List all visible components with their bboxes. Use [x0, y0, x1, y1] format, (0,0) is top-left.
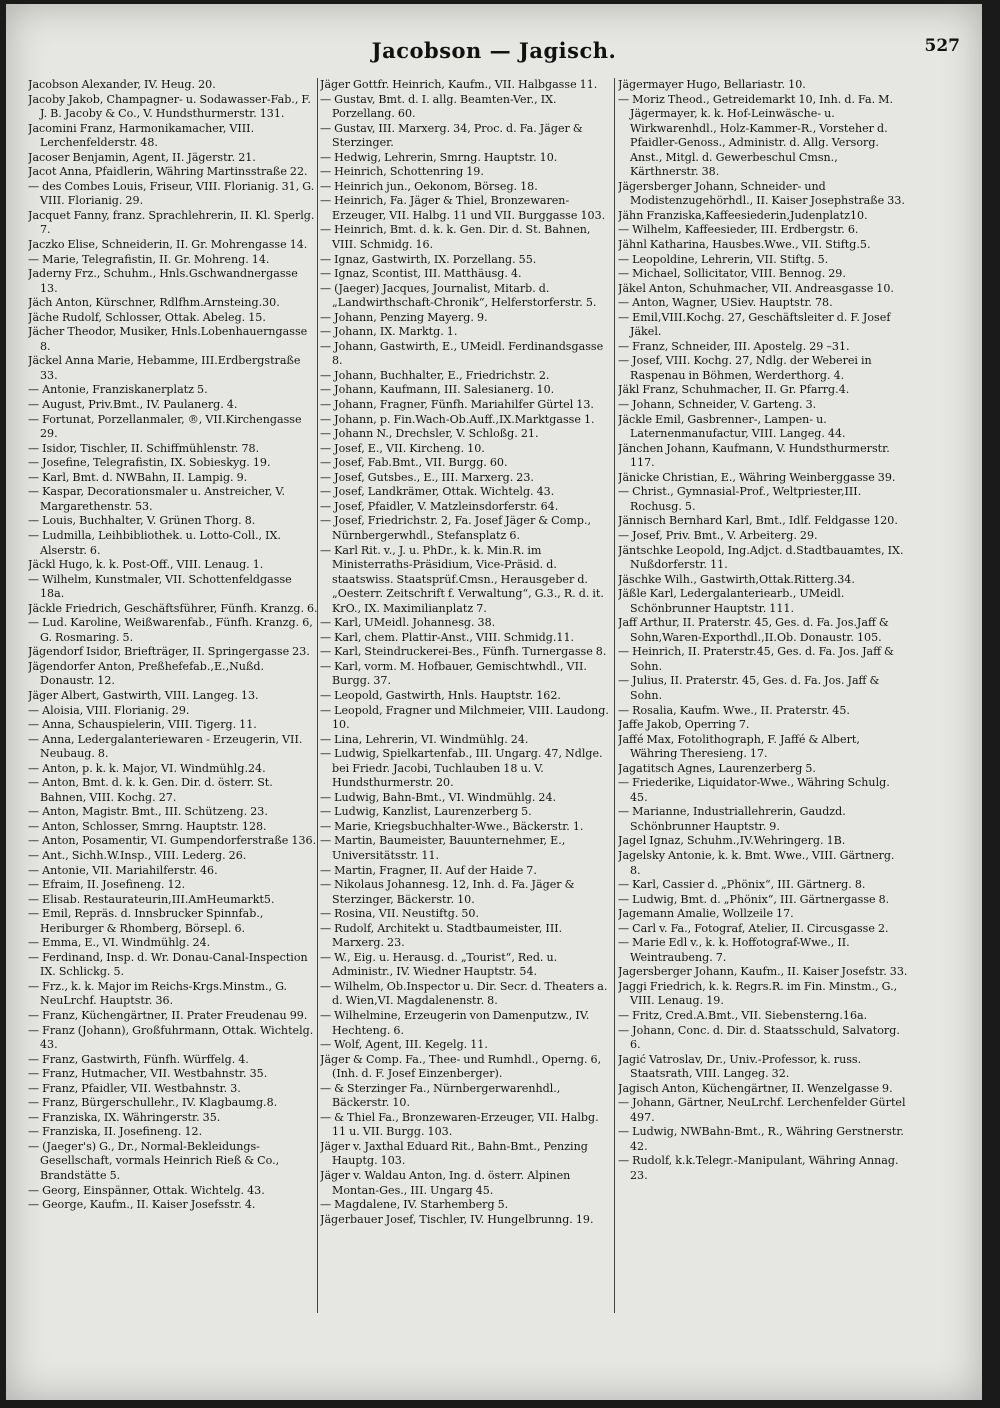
directory-entry: Jacoser Benjamin, Agent, II. Jägerstr. 21.: [28, 150, 256, 164]
directory-entry: — Karl Rit. v., J. u. PhDr., k. k. Min.R. im Ministerraths-Präsidium, Vice-Präsid. d. staatswiss. Staatsprüf.Cmsn., Herausgeber d. „Oesterr. Zeitschrift f. Verwaltung“, G.3., R. d. it. KrO., IX. Maximilianplatz 7.: [320, 543, 604, 615]
directory-entry: Jägendorfer Anton, Preßhefefab.,E.,Nußd. Donaustr. 12.: [28, 659, 264, 688]
directory-entry: — Johann, Penzing Mayerg. 9.: [320, 310, 488, 324]
directory-entry: — Nikolaus Johannesg. 12, Inh. d. Fa. Jäger & Sterzinger, Bäckerstr. 10.: [320, 878, 575, 906]
directory-entry: — Fortunat, Porzellanmaler, ®, VII.Kirchengasse 29.: [28, 412, 302, 441]
directory-entry: Jagić Vatroslav, Dr., Univ.-Professor, k. russ. Staatsrath, VIII. Langeg. 32.: [618, 1052, 862, 1081]
directory-entry: — Ludwig, Bmt. d. „Phönix“, III. Gärtnergasse 8.: [618, 892, 890, 906]
directory-entry: Jägerbauer Josef, Tischler, IV. Hungelbrunng. 19.: [320, 1212, 594, 1226]
directory-entry: — Johann, Conc. d. Dir. d. Staatsschuld, Salvatorg. 6.: [618, 1023, 900, 1052]
directory-entry: — Franz, Schneider, III. Apostelg. 29 –31.: [618, 339, 850, 353]
directory-entry: — Ludwig, Bahn-Bmt., VI. Windmühlg. 24.: [320, 790, 557, 804]
directory-entry: Jäkel Anton, Schuhmacher, VII. Andreasgasse 10.: [618, 281, 894, 295]
directory-entry: — Emma, E., VI. Windmühlg. 24.: [28, 936, 211, 950]
directory-entry: Jäger & Comp. Fa., Thee- und Rumhdl., Operng. 6, (Inh. d. F. Josef Einzenberger).: [320, 1052, 602, 1081]
directory-entry: Jäßle Karl, Ledergalanteriearb., UMeidl. Schönbrunner Hauptstr. 111.: [618, 587, 845, 615]
directory-entry: — Johann, p. Fin.Wach-Ob.Auff.,IX.Marktgasse 1.: [320, 412, 595, 426]
directory-entry: — Anton, Magistr. Bmt., III. Schützeng. 23.: [28, 805, 268, 819]
directory-entry: — Franziska, IX. Währingerstr. 35.: [28, 1110, 221, 1124]
directory-entry: — Franz, Gastwirth, Fünfh. Würffelg. 4.: [28, 1052, 249, 1066]
directory-entry: Jacoby Jakob, Champagner- u. Sodawasser-Fab., F. J. B. Jacoby & Co., V. Hundsthurmerstr. 131.: [28, 92, 311, 121]
directory-entry: — Franz, Küchengärtner, II. Prater Freudenau 99.: [28, 1009, 308, 1022]
running-head: Jacobson — Jagisch.: [371, 38, 617, 63]
directory-entry: — Anna, Ledergalanteriewaren - Erzeugerin, VII. Neubaug. 8.: [28, 732, 303, 761]
directory-entry: — Isidor, Tischler, II. Schiffmühlenstr. 78.: [28, 441, 260, 455]
directory-entry: — Josefine, Telegrafistin, IX. Sobieskyg. 19.: [28, 456, 271, 470]
directory-entry: — Aloisia, VIII. Florianig. 29.: [28, 703, 190, 717]
directory-entry: — Ludwig, Spielkartenfab., III. Ungarg. 47, Ndlge. bei Friedr. Jacobi, Tuchlauben 18 u. V. Hundsthurmerstr. 20.: [320, 747, 603, 790]
directory-entry: — Emil, Repräs. d. Innsbrucker Spinnfab., Heriburger & Rhomberg, Börsepl. 6.: [28, 907, 264, 935]
directory-entry: — Johann, Gastwirth, E., UMeidl. Ferdinandsgasse 8.: [320, 339, 604, 368]
directory-entry: — Rudolf, k.k.Telegr.-Manipulant, Währing Annag. 23.: [618, 1154, 899, 1183]
directory-entry: — Heinrich, Bmt. d. k. k. Gen. Dir. d. St. Bahnen, VIII. Schmidg. 16.: [320, 223, 591, 252]
directory-entry: Jäche Rudolf, Schlosser, Ottak. Abeleg. 15.: [28, 310, 266, 324]
directory-entry: — Rudolf, Architekt u. Stadtbaumeister, III. Marxerg. 23.: [320, 921, 563, 950]
directory-entry: — Moriz Theod., Getreidemarkt 10, Inh. d. Fa. M. Jägermayer, k. k. Hof-Leinwäsche- u. Wirkwarenhdl., Holz-Kammer-R., Vorsteher d. Pfaidler-Genoss., Administr. d. Allg. Versorg. Anst., Mitgl. d. Gewerbeschul Cmsn., Kärthnerstr. 38.: [618, 92, 894, 179]
directory-entry: — George, Kaufm., II. Kaiser Josefsstr. 4.: [28, 1198, 256, 1212]
directory-entry: — Franz (Johann), Großfuhrmann, Ottak. Wichtelg. 43.: [28, 1023, 314, 1052]
directory-entry: — Gustav, III. Marxerg. 34, Proc. d. Fa. Jäger & Sterzinger.: [320, 121, 583, 150]
directory-entry: — Louis, Buchhalter, V. Grünen Thorg. 8.: [28, 514, 256, 528]
directory-entry: Jaffe Jakob, Operring 7.: [618, 718, 750, 732]
directory-entry: — Josef, Priv. Bmt., V. Arbeiterg. 29.: [618, 528, 818, 542]
directory-entry: — August, Priv.Bmt., IV. Paulanerg. 4.: [28, 398, 238, 412]
directory-entry: — Efraim, II. Josefineng. 12.: [28, 878, 186, 892]
directory-entry: — Magdalene, IV. Starhemberg 5.: [320, 1198, 509, 1212]
directory-entry: — Johann, Gärtner, NeuLrchf. Lerchenfelder Gürtel 497.: [618, 1096, 906, 1124]
directory-entry: Jaff Arthur, II. Praterstr. 45, Ges. d. Fa. Jos.Jaff & Sohn,Waren-Exporthdl.,II.Ob. Donaustr. 105.: [618, 616, 889, 644]
directory-entry: — Karl, UMeidl. Johannesg. 38.: [320, 616, 496, 630]
directory-entry: Jagisch Anton, Küchengärtner, II. Wenzelgasse 9.: [618, 1081, 893, 1095]
directory-column-2: [320, 78, 612, 1388]
directory-entry: — Julius, II. Praterstr. 45, Ges. d. Fa. Jos. Jaff & Sohn.: [618, 674, 880, 702]
directory-entry: — Elisab. Restaurateurin,III.AmHeumarkt5.: [28, 892, 275, 906]
directory-entry: — Josef, Fab.Bmt., VII. Burgg. 60.: [320, 456, 508, 470]
directory-entry: — W., Eig. u. Herausg. d. „Tourist“, Red. u. Administr., IV. Wiedner Hauptstr. 54.: [320, 950, 558, 979]
directory-entry: — Heinrich, Schottenring 19.: [320, 165, 484, 179]
directory-entry: — Heinrich, II. Praterstr.45, Ges. d. Fa. Jos. Jaff & Sohn.: [618, 645, 894, 673]
directory-entry: Jähnl Katharina, Hausbes.Wwe., VII. Stiftg.5.: [618, 238, 871, 252]
directory-entry: — Franz, Bürgerschullehr., IV. Klagbaumg.8.: [28, 1096, 278, 1110]
directory-entry: — Carl v. Fa., Fotograf, Atelier, II. Circusgasse 2.: [618, 921, 889, 935]
directory-entry: — Friederike, Liquidator-Wwe., Währing Schulg. 45.: [618, 776, 890, 804]
directory-entry: — Karl, Steindruckerei-Bes., Fünfh. Turnergasse 8.: [320, 645, 607, 659]
directory-entry: — Karl, Bmt. d. NWBahn, II. Lampig. 9.: [28, 470, 248, 484]
directory-entry: Jaderny Frz., Schuhm., Hnls.Gschwandnergasse 13.: [28, 267, 298, 295]
directory-entry: Jännisch Bernhard Karl, Bmt., Idlf. Feldgasse 120.: [618, 514, 898, 528]
directory-entry: — Ludwig, NWBahn-Bmt., R., Währing Gerstnerstr. 42.: [618, 1125, 904, 1153]
directory-entry: — Antonie, VII. Mariahilferstr. 46.: [28, 863, 218, 877]
directory-entry: — Wolf, Agent, III. Kegelg. 11.: [320, 1038, 488, 1052]
directory-entry: — Anton, Posamentir, VI. Gumpendorferstraße 136.: [28, 834, 317, 848]
directory-entry: — Anton, Schlosser, Smrng. Hauptstr. 128.: [28, 819, 267, 833]
directory-entry: — Lina, Lehrerin, VI. Windmühlg. 24.: [320, 732, 529, 746]
directory-entry: — Antonie, Franziskanerplatz 5.: [28, 383, 208, 397]
directory-entry: Jagatitsch Agnes, Laurenzerberg 5.: [618, 761, 816, 775]
directory-entry: — Rosina, VII. Neustiftg. 50.: [320, 907, 480, 921]
directory-entry: — Wilhelm, Ob.Inspector u. Dir. Secr. d. Theaters a. d. Wien,VI. Magdalenenstr. 8.: [320, 979, 608, 1008]
directory-entry: — Marianne, Industriallehrerin, Gaudzd. Schönbrunner Hauptstr. 9.: [618, 805, 846, 833]
directory-entry: Jänicke Christian, E., Währing Weinberggasse 39.: [618, 470, 896, 484]
directory-entry: — Josef, Gutsbes., E., III. Marxerg. 23.: [320, 470, 534, 484]
directory-entry: — Karl, Cassier d. „Phönix“, III. Gärtnerg. 8.: [618, 878, 866, 892]
column-divider: [614, 78, 615, 1313]
directory-entry: Jacobson Alexander, IV. Heug. 20.: [28, 78, 216, 91]
directory-entry: — Wilhelm, Kaffeesieder, III. Erdbergstr. 6.: [618, 223, 859, 237]
directory-entry: Jagel Ignaz, Schuhm.,IV.Wehringerg. 1B.: [618, 834, 846, 848]
directory-entry: — Marie Edl v., k. k. Hoffotograf-Wwe., II. Weintraubeng. 7.: [618, 936, 850, 964]
directory-entry: Jacot Anna, Pfaidlerin, Währing Martinsstraße 22.: [28, 165, 308, 179]
directory-entry: — Ant., Sichh.W.Insp., VIII. Lederg. 26.: [28, 848, 247, 862]
directory-entry: — Franz, Hutmacher, VII. Westbahnstr. 35.: [28, 1067, 268, 1081]
directory-entry: Jäckle Emil, Gasbrenner-, Lampen- u. Laternenmanufactur, VIII. Langeg. 44.: [618, 412, 846, 441]
directory-entry: — Emil,VIII.Kochg. 27, Geschäftsleiter d. F. Josef Jäkel.: [618, 310, 891, 339]
directory-entry: — Anton, Bmt. d. k. k. Gen. Dir. d. österr. St. Bahnen, VIII. Kochg. 27.: [28, 776, 273, 804]
directory-entry: — Frz., k. k. Major im Reichs-Krgs.Minstm., G. NeuLrchf. Hauptstr. 36.: [28, 979, 288, 1008]
directory-entry: — Ferdinand, Insp. d. Wr. Donau-Canal-Inspection IX. Schlickg. 5.: [28, 950, 308, 979]
directory-entry: — Josef, E., VII. Kircheng. 10.: [320, 441, 485, 455]
directory-entry: — Michael, Sollicitator, VIII. Bennog. 29.: [618, 267, 846, 281]
directory-entry: — Johann, Schneider, V. Garteng. 3.: [618, 398, 817, 412]
directory-entry: Jäckle Friedrich, Geschäftsführer, Fünfh. Kranzg. 6.: [28, 601, 318, 615]
directory-entry: — Rosalia, Kaufm. Wwe., II. Praterstr. 45.: [618, 703, 850, 717]
directory-entry: — Christ., Gymnasial-Prof., Weltpriester,III. Rochusg. 5.: [618, 485, 862, 513]
directory-entry: Jähn Franziska,Kaffeesiederin,Judenplatz10.: [618, 208, 868, 222]
directory-entry: Jänchen Johann, Kaufmann, V. Hundsthurmerstr. 117.: [618, 441, 890, 470]
directory-entry: — Anna, Schauspielerin, VIII. Tigerg. 11.: [28, 718, 257, 732]
directory-entry: — Ignaz, Gastwirth, IX. Porzellang. 55.: [320, 252, 537, 266]
directory-entry: — Ignaz, Scontist, III. Matthäusg. 4.: [320, 267, 522, 281]
directory-entry: — Heinrich jun., Oekonom, Börseg. 18.: [320, 179, 538, 193]
directory-entry: Jäger Albert, Gastwirth, VIII. Langeg. 13.: [28, 688, 259, 702]
directory-entry: — Gustav, Bmt. d. I. allg. Beamten-Ver., IX. Porzellang. 60.: [320, 92, 557, 121]
directory-entry: Jaczko Elise, Schneiderin, II. Gr. Mohrengasse 14.: [28, 238, 308, 252]
directory-entry: Jäger v. Waldau Anton, Ing. d. österr. Alpinen Montan-Ges., III. Ungarg 45.: [320, 1169, 571, 1197]
directory-entry: Jagersberger Johann, Kaufm., II. Kaiser Josefstr. 33.: [618, 965, 908, 979]
directory-entry: Jäger Gottfr. Heinrich, Kaufm., VII. Halbgasse 11.: [320, 78, 598, 91]
directory-column-1: [28, 78, 318, 1388]
directory-entry: Jaffé Max, Fotolithograph, F. Jaffé & Albert, Währing Theresieng. 17.: [618, 732, 860, 761]
directory-entry: — Johann, Fragner, Fünfh. Mariahilfer Gürtel 13.: [320, 398, 594, 412]
directory-entry: — (Jaeger's) G., Dr., Normal-Bekleidungs-Gesellschaft, vormals Heinrich Rieß & Co., Brandstätte 5.: [28, 1139, 280, 1183]
directory-entry: — Wilhelmine, Erzeugerin von Damenputzw., IV. Hechteng. 6.: [320, 1009, 590, 1037]
directory-entry: — Leopold, Gastwirth, Hnls. Hauptstr. 162.: [320, 688, 561, 702]
directory-entry: — Franz, Pfaidler, VII. Westbahnstr. 3.: [28, 1081, 241, 1095]
directory-entry: Jagelsky Antonie, k. k. Bmt. Wwe., VIII. Gärtnerg. 8.: [618, 848, 895, 877]
directory-entry: — Lud. Karoline, Weißwarenfab., Fünfh. Kranzg. 6, G. Rosmaring. 5.: [28, 616, 313, 644]
page-number: 527: [924, 36, 960, 56]
directory-entry: — des Combes Louis, Friseur, VIII. Florianig. 31, G. VIII. Florianig. 29.: [28, 179, 315, 208]
directory-entry: — Kaspar, Decorationsmaler u. Anstreicher, V. Margarethenstr. 53.: [28, 485, 286, 513]
directory-entry: — Leopold, Fragner und Milchmeier, VIII. Laudong. 10.: [320, 703, 609, 732]
directory-entry: — Marie, Telegrafistin, II. Gr. Mohreng. 14.: [28, 252, 270, 266]
directory-entry: Jäckel Anna Marie, Hebamme, III.Erdbergstraße 33.: [28, 354, 301, 382]
directory-entry: Jaggi Friedrich, k. k. Regrs.R. im Fin. Minstm., G., VIII. Lenaug. 19.: [618, 979, 898, 1008]
directory-entry: Jächer Theodor, Musiker, Hnls.Lobenhauerngasse 8.: [28, 325, 308, 353]
directory-entry: — (Jaeger) Jacques, Journalist, Mitarb. d. „Landwirthschaft-Chronik“, Helferstorferstr. 5.: [320, 281, 597, 310]
directory-entry: — Johann, Buchhalter, E., Friedrichstr. 2.: [320, 368, 550, 382]
directory-entry: — Leopoldine, Lehrerin, VII. Stiftg. 5.: [618, 252, 829, 266]
directory-entry: — Karl, chem. Plattir-Anst., VIII. Schmidg.11.: [320, 630, 575, 644]
directory-entry: — Wilhelm, Kunstmaler, VII. Schottenfeldgasse 18a.: [28, 572, 292, 601]
directory-entry: — Hedwig, Lehrerin, Smrng. Hauptstr. 10.: [320, 150, 558, 164]
directory-entry: — Heinrich, Fa. Jäger & Thiel, Bronzewaren-Erzeuger, VII. Halbg. 11 und VII. Burggasse 103.: [320, 194, 606, 222]
directory-entry: Jäch Anton, Kürschner, Rdlfhm.Arnsteing.30.: [28, 296, 280, 310]
directory-entry: — Anton, Wagner, USiev. Hauptstr. 78.: [618, 296, 833, 310]
directory-entry: Jägermayer Hugo, Bellariastr. 10.: [618, 78, 806, 91]
directory-entry: — Ludwig, Kanzlist, Laurenzerberg 5.: [320, 805, 532, 819]
directory-entry: — Martin, Fragner, II. Auf der Haide 7.: [320, 863, 537, 877]
directory-entry: — Johann, IX. Marktg. 1.: [320, 325, 458, 339]
directory-entry: — & Thiel Fa., Bronzewaren-Erzeuger, VII. Halbg. 11 u. VII. Burgg. 103.: [320, 1110, 599, 1139]
directory-entry: Jacquet Fanny, franz. Sprachlehrerin, II. Kl. Sperlg. 7.: [28, 208, 315, 237]
directory-entry: Jägersberger Johann, Schneider- und Modistenzugehörhdl., II. Kaiser Josephstraße 33.: [618, 179, 905, 208]
directory-entry: Jägendorf Isidor, Briefträger, II. Springergasse 23.: [28, 645, 310, 659]
directory-entry: — Johann N., Drechsler, V. Schloßg. 21.: [320, 427, 539, 441]
directory-entry: — Johann, Kaufmann, III. Salesianerg. 10.: [320, 383, 555, 397]
directory-entry: — Franziska, II. Josefineng. 12.: [28, 1125, 203, 1139]
directory-entry: Jacomini Franz, Harmonikamacher, VIII. Lerchenfelderstr. 48.: [28, 121, 255, 150]
directory-entry: — Georg, Einspänner, Ottak. Wichtelg. 43.: [28, 1183, 265, 1197]
directory-entry: Jäkl Franz, Schuhmacher, II. Gr. Pfarrg.4.: [618, 383, 850, 397]
directory-entry: — Martin, Baumeister, Bauunternehmer, E., Universitätsstr. 11.: [320, 834, 566, 862]
directory-entry: — Josef, VIII. Kochg. 27, Ndlg. der Weberei in Raspenau in Böhmen, Werderthorg. 4.: [618, 354, 872, 382]
directory-column-3: [618, 78, 908, 1388]
directory-entry: — Karl, vorm. M. Hofbauer, Gemischtwhdl., VII. Burgg. 37.: [320, 659, 587, 688]
directory-page: [6, 4, 982, 1400]
directory-entry: Jäger v. Jaxthal Eduard Rit., Bahn-Bmt., Penzing Hauptg. 103.: [320, 1139, 588, 1168]
directory-entry: Jäckl Hugo, k. k. Post-Off., VIII. Lenaug. 1.: [28, 558, 264, 572]
directory-entry: Jagemann Amalie, Wollzeile 17.: [618, 907, 794, 921]
directory-entry: — Fritz, Cred.A.Bmt., VII. Siebensterng.16a.: [618, 1009, 868, 1022]
directory-entry: — & Sterzinger Fa., Nürnbergerwarenhdl., Bäckerstr. 10.: [320, 1081, 561, 1110]
directory-entry: — Ludmilla, Leihbibliothek. u. Lotto-Coll., IX. Alserstr. 6.: [28, 528, 281, 557]
directory-entry: — Josef, Pfaidler, V. Matzleinsdorferstr. 64.: [320, 499, 559, 513]
directory-entry: — Anton, p. k. k. Major, VI. Windmühlg.24.: [28, 761, 266, 775]
directory-entry: Jäschke Wilh., Gastwirth,Ottak.Ritterg.34.: [618, 572, 855, 586]
directory-entry: Jäntschke Leopold, Ing.Adjct. d.Stadtbauamtes, IX. Nußdorferstr. 11.: [618, 543, 904, 572]
directory-entry: — Marie, Kriegsbuchhalter-Wwe., Bäckerstr. 1.: [320, 819, 584, 833]
directory-entry: — Josef, Landkrämer, Ottak. Wichtelg. 43.: [320, 485, 555, 499]
directory-entry: — Josef, Friedrichstr. 2, Fa. Josef Jäger & Comp., Nürnbergerwhdl., Stefansplatz 6.: [320, 514, 592, 542]
